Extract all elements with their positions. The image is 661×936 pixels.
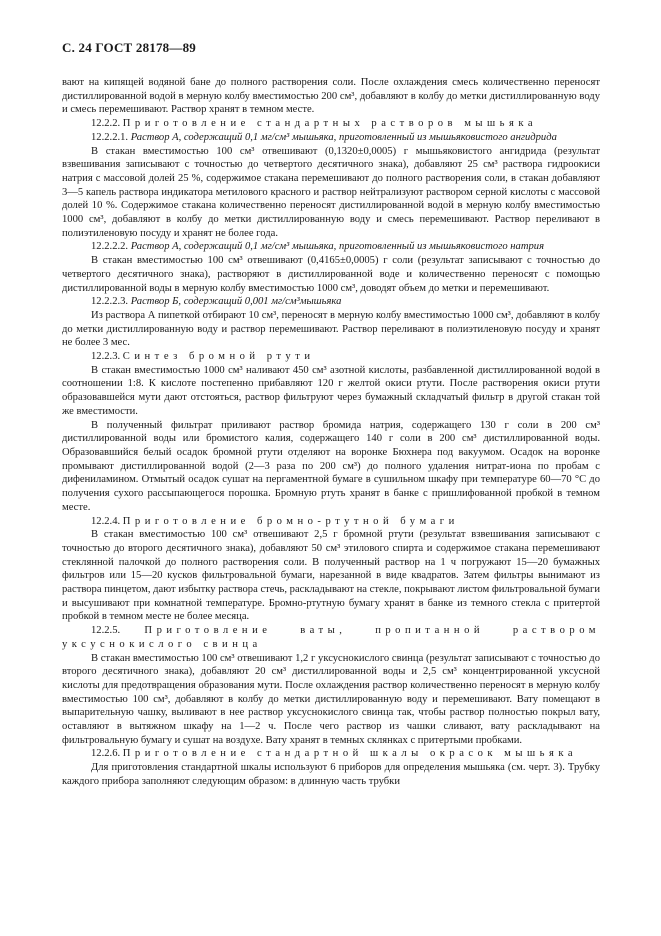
paragraph-text: В стакан вместимостью 100 см³ отвешивают (0,4165±0,0005) г соли (результат записывают с точностью до четвертого десятичного знака), растворяют в дистиллированной воде и количественно переносят с помощью дистиллированной воды в мерную колбу вместимостью 1000 см³, доводят объем до метки и перемешивают. (62, 255, 600, 294)
section-number: 12.2.2.3. (91, 296, 131, 308)
paragraph (62, 761, 600, 788)
section-title: Раствор Б, содержащий 0,001 мг/см³мышьяка (130, 296, 342, 308)
page-header: С. 24 ГОСТ 28178—89 (62, 40, 196, 55)
section-number: 12.2.2. (91, 118, 123, 130)
section-heading (62, 515, 600, 529)
section-heading (62, 747, 600, 761)
section-heading (62, 240, 600, 254)
paragraph (62, 76, 600, 117)
document-body (62, 76, 600, 789)
paragraph-text: В стакан вместимостью 100 см³ отвешивают (0,1320±0,0005) г мышьяковистого ангидрида (результат взвешивания записывают с точностью до четвертого десятичного знака), добавляют 25 см³ раствора гидроокиси натрия с массовой долей 25 %, содержимое стакана перемешивают до полного растворения соли, в стакан добавляют 3—5 капель раствора индикатора метилового красного и раствор нейтрализуют раствором серной кислоты с массовой долей 10 %. Содержимое стакана количественно переносят дистиллированной водой в мерную колбу вместимостью 1000 см³, добавляют в колбу до метки дистиллированную воду и смесь перемешивают. Раствор переливают в полиэтиленовую посуду и хранят не более года. (62, 145, 600, 239)
section-title: Раствор А, содержащий 0,1 мг/см³ мышьяка, приготовленный из мышьяковистого ангидрида (130, 131, 557, 143)
section-title: Приготовление ваты, пропитанной раствором уксуснокислого свинца (62, 625, 601, 650)
section-number: 12.2.2.2. (91, 241, 131, 253)
paragraph-text: В стакан вместимостью 100 см³ отвешивают 1,2 г уксуснокислого свинца (результат записывают с точностью до второго десятичного знака), добавляют 20 см³ дистиллированной воды и 2,5 см³ концентрированной уксусной кислоты для предотвращения образования мути. После охлаждения раствор количественно переносят в мерную колбу вместимостью 100 см³, добавляют в колбу до метки дистиллированную воду и перемешивают. Вату помещают в выпарительную чашку, выливают в нее раствор уксуснокислого свинца так, чтобы раствор полностью покрыл вату, оставляют в вытяжном шкафу на 1—2 ч. После чего раствор из чашки сливают, вату раскладывают на фильтровальную бумагу и сушат на воздухе. Вату хранят в темных склянках с притертыми пробками. (62, 652, 600, 746)
section-number: 12.2.3. (91, 351, 123, 363)
paragraph-text: В стакан вместимостью 100 см³ отвешивают 2,5 г бромной ртути (результат взвешивания записывают с точностью до второго десятичного знака), добавляют 50 см³ этилового спирта и содержимое стакана перемешивают стеклянной палочкой до полного растворения соли. В полученный раствор на 1 ч погружают 15—20 бумажных фильтров или 15—20 кусков фильтровальной бумаги, нарезанной в виде квадратов. Затем фильтры вынимают из раствора пинцетом, дают избытку раствора стечь, раскладывают на стекле, покрывают листом фильтровальной бумаги и высушивают при комнатной температуре. Бромно-ртутную бумагу хранят в банке из темного стекла с притертой пробкой в темном месте не более месяца. (62, 529, 601, 623)
section-number: 12.2.2.1. (91, 131, 131, 143)
section-title: Синтез бромной ртути (122, 351, 315, 363)
section-title: Приготовление бромно-ртутной бумаги (122, 515, 459, 527)
paragraph-text: В стакан вместимостью 1000 см³ наливают 450 см³ азотной кислоты, разбавленной дистиллированной водой в соотношении 1:8. К кислоте постепенно прибавляют 120 г желтой окиси ртути. После растворения окиси ртути образовавшейся мути дают отстояться, раствор фильтруют через бумажный складчатый фильтр в другой стакан той же вместимости. (62, 364, 600, 417)
paragraph (62, 528, 600, 624)
section-heading (62, 350, 600, 364)
paragraph-text: Для приготовления стандартной шкалы используют 6 приборов для определения мышьяка (см. черт. 3). Трубку каждого прибора заполняют следующим образом: в длинную часть трубки (62, 762, 600, 787)
paragraph (62, 145, 600, 241)
paragraph (62, 419, 600, 515)
paragraph (62, 364, 600, 419)
section-number: 12.2.5. (91, 625, 145, 637)
section-number: 12.2.6. (91, 748, 123, 760)
section-title: Приготовление стандартных растворов мышьяка (122, 118, 538, 130)
section-title: Раствор А, содержащий 0,1 мг/см³ мышьяка, приготовленный из мышьяковистого натрия (130, 241, 544, 253)
section-number: 12.2.4. (91, 515, 123, 527)
paragraph-text: В полученный фильтрат приливают раствор бромида натрия, содержащего 130 г соли в 200 см³ дистиллированной воды или бромистого калия, содержащего 140 г соли в 200 см³ дистиллированной воды. Образовавшийся белый осадок бромной ртути отделяют на воронке Бюхнера под вакуумом. Осадок на воронке промывают дистиллированной водой (2—3 раза по 200 см³) до полного удаления нитрат-иона по пробам с дифениламином. Отмытый осадок сушат на пергаментной бумаге в сушильном шкафу при температуре 60—70 °С до получения сухого рассыпающегося порошка. Бромную ртуть хранят в банке с пришлифованной пробкой в темном месте. (62, 419, 600, 513)
document-page (62, 40, 600, 789)
paragraph (62, 652, 600, 748)
section-heading (62, 117, 600, 131)
paragraph-text: Из раствора А пипеткой отбирают 10 см³, переносят в мерную колбу вместимостью 1000 см³, добавляют в колбу до метки дистиллированную воду и раствор перемешивают. Раствор переливают в полиэтиленовую посуду и хранят не более 3 мес. (62, 309, 600, 349)
section-heading (62, 295, 600, 309)
paragraph (62, 254, 600, 295)
section-title: Приготовление стандартной шкалы окрасок мышьяка (122, 748, 578, 760)
paragraph (62, 309, 600, 350)
paragraph-text: вают на кипящей водяной бане до полного растворения соли. После охлаждения смесь количественно переносят дистиллированной водой в мерную колбу вместимостью 200 см³, добавляют в колбу до метки дистиллированную воду и смесь перемешивают. Раствор хранят в темном месте. (62, 77, 600, 116)
section-heading (62, 624, 600, 651)
section-heading (62, 131, 600, 145)
